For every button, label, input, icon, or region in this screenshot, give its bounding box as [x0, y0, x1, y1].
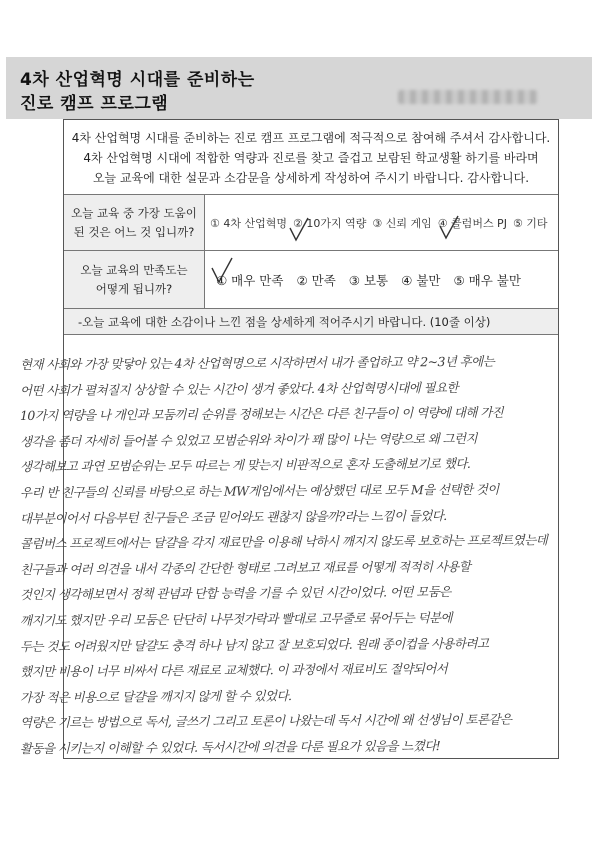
question-label	[64, 251, 205, 308]
option-very-dissatisfied[interactable]: ⑤ 매우 불만	[453, 272, 521, 288]
option-satisfied[interactable]: ② 만족	[296, 272, 336, 288]
handwritten-line: 대부분이어서 다음부턴 친구들은 조금 믿어와도 괜찮지 않을까?라는 느낌이 들었다.	[19, 507, 447, 526]
option-columbus-pj[interactable]: ④ 콜럼버스 PJ	[437, 216, 507, 230]
page-title-line1: 4차 산업혁명 시대를 준비하는	[20, 70, 255, 90]
handwritten-line: 역량은 기르는 방법으로 독서, 글쓰기 그리고 토론이 나왔는데 독서 시간에 왜 선생님이 토론같은	[19, 711, 512, 731]
intro-line: 4차 산업혁명 시대에 적합한 역량과 진로를 찾고 즐겁고 보람된 학교생활 하기를 바라며	[83, 151, 539, 165]
essay-prompt: -오늘 교육에 대한 소감이나 느낀 점을 상세하게 적어주시기 바랍니다. (10줄 이상)	[64, 309, 558, 335]
handwritten-line: 친구들과 여러 의견을 내서 각종의 간단한 형태로 그려보고 재료를 어떻게 적적히 사용할	[19, 558, 471, 577]
option-trust-game[interactable]: ③ 신뢰 게임	[372, 216, 432, 230]
option-very-satisfied[interactable]: ① 매우 만족	[216, 272, 284, 288]
option-dissatisfied[interactable]: ④ 불만	[401, 272, 441, 288]
option-list	[210, 195, 554, 250]
handwritten-line: 깨지기도 했지만 우리 모둠은 단단히 나무젓가락과 빨대로 고무줄로 묶어두는 덕분에	[19, 609, 453, 628]
handwritten-line: 것인지 생각해보면서 정책 관념과 단합 능력을 기를 수 있던 시간이었다. 어떤 모둠은	[19, 584, 451, 603]
survey-form	[19, 119, 559, 759]
intro-line: 4차 산업혁명 시대를 준비하는 진로 캠프 프로그램에 적극적으로 참여해 주셔서 감사합니다.	[71, 131, 551, 145]
question-most-helpful	[64, 195, 558, 251]
handwritten-line: 현재 사회와 가장 맞닿아 있는 4차 산업혁명으로 시작하면서 내가 졸업하고 약 2~3년 후에는	[19, 353, 495, 372]
question-label-line: 오늘 교육의 만족도는	[80, 262, 188, 277]
handwritten-line: 했지만 비용이 너무 비싸서 다른 재료로 교체했다. 이 과정에서 재료비도 절약되어서	[19, 661, 448, 680]
option-neutral[interactable]: ③ 보통	[348, 272, 389, 288]
handwritten-line: 콜럼버스 프로젝트에서는 달걀을 각지 재료만을 이용해 낙하시 깨지지 않도록 보호하는 프로젝트였는데	[19, 532, 548, 552]
question-label-line: 어떻게 됩니까?	[95, 281, 173, 296]
intro-line: 오늘 교육에 대한 설문과 소감문을 상세하게 작성하여 주시기 바랍니다. 감사합니다.	[92, 171, 530, 185]
option-10-competencies[interactable]: ② 10가지 역량	[292, 216, 367, 230]
handwritten-line: 활동을 시키는지 이해할 수 있었다. 독서시간에 의견을 다룬 필요가 있음을 느꼈다!	[19, 738, 441, 756]
handwritten-line: 생각을 좀더 자세히 들어볼 수 있었고 모범순위와 차이가 꽤 많이 나는 역량으로 왜 그런지	[19, 430, 478, 449]
question-label-line: 된 것은 어느 것 입니까?	[73, 224, 195, 239]
handwritten-line: 가장 적은 비용으로 달걀을 깨지지 않게 할 수 있었다.	[19, 687, 292, 705]
intro-text	[64, 120, 558, 195]
page-title-line2: 진로 캠프 프로그램	[20, 94, 169, 114]
handwritten-line: 두는 것도 어려웠지만 달걀도 충격 하나 남지 않고 잘 보호되었다. 원래 종이컵을 사용하려고	[19, 635, 489, 654]
option-4th-industrial-revolution[interactable]: ① 4차 산업혁명	[210, 216, 287, 230]
redacted-name	[398, 90, 538, 104]
option-other[interactable]: ⑤ 기타	[512, 216, 548, 230]
question-satisfaction	[64, 251, 558, 309]
page-header	[6, 57, 592, 119]
handwritten-line: 우리 반 친구들의 신뢰를 바탕으로 하는 MW게임에서는 예상했던 대로 모두 M을 선택한 것이	[19, 481, 499, 500]
option-list	[216, 251, 534, 308]
question-label	[64, 195, 205, 250]
handwritten-line: 어떤 사회가 펼쳐질지 상상할 수 있는 시간이 생겨 좋았다. 4차 산업혁명시대에 필요한	[19, 379, 459, 398]
handwritten-line: 생각해보고 과연 모범순위는 모두 따르는 게 맞는지 비판적으로 혼자 도출해보기로 했다.	[19, 456, 471, 475]
question-label-line: 오늘 교육 중 가장 도움이	[71, 205, 197, 220]
handwritten-line: 10가지 역량을 나 개인과 모둠끼리 순위를 정해보는 시간은 다른 친구들이 이 역량에 대해 가진	[19, 404, 504, 424]
